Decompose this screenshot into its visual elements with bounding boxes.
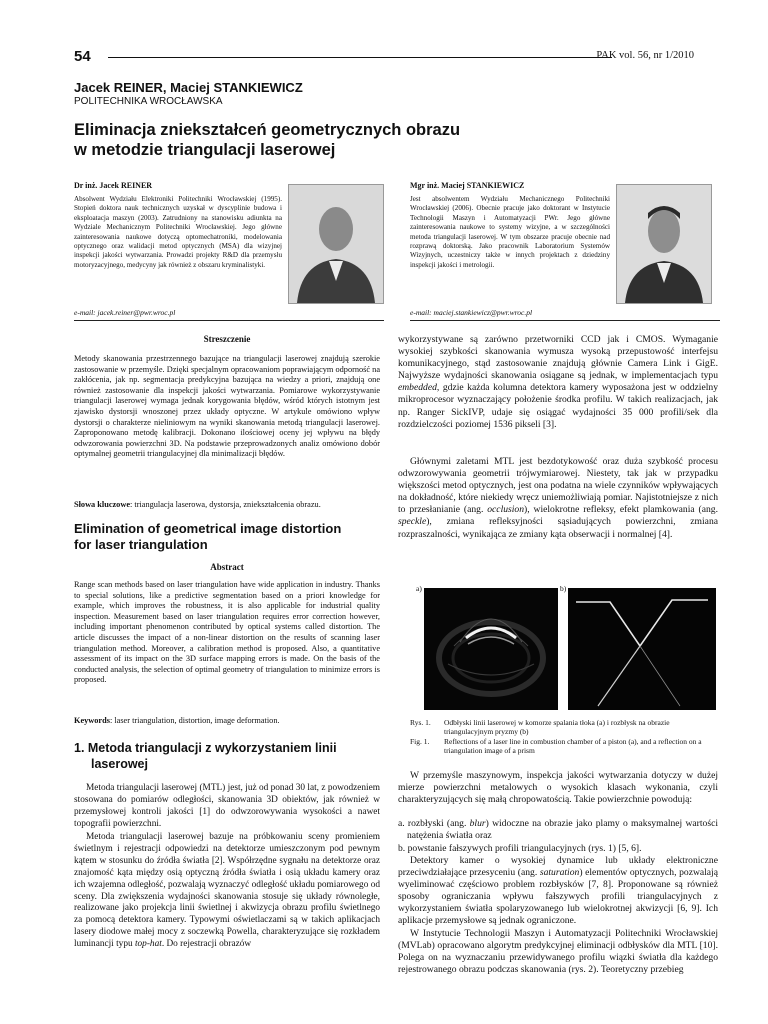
- bio-email: e-mail: jacek.reiner@pwr.wroc.pl: [74, 308, 176, 317]
- figure-label-a: a): [416, 584, 422, 593]
- para-text: wykorzystywane są zarówno przetworniki CCD jak i CMOS. Wymaganie wysokiej szybkości skanowania wymusza wysoką przepustowość interfejsu komunikacyjnego, stąd zastosowanie znajdują głównie Camera Link i GigE. Najwyższe wydajności skanowania osiągane są jednak, w implementacjach typu: [398, 334, 718, 382]
- right-para-4: [398, 855, 718, 928]
- para-text: ) widoczne na obrazie jako plamy o maksymalnej wartości natężenia światła oraz: [407, 818, 718, 842]
- keywords-pl: [74, 500, 380, 511]
- title-line-1: Eliminacja zniekształceń geometrycznych obrazu: [74, 121, 461, 139]
- section-1-para-2: [74, 832, 380, 951]
- keywords-pl-label: Słowa kluczowe: [74, 500, 131, 509]
- keywords-en-label: Keywords: [74, 716, 110, 725]
- bio-separator: [74, 320, 384, 321]
- para-emphasis: top-hat: [134, 939, 162, 950]
- bio-box-reiner: [74, 176, 384, 322]
- piston-reflection-icon: [424, 588, 558, 710]
- abstract-text: Range scan methods based on laser triangulation have wide application in industry. Thanks to special solutions, like a predictive segmentation based on a priori knowledge for example, which improves the robustness, it is also applicable for industrial quality inspection. Measurement based on laser triangulation requires error correction however, including important phenomenon contributed by optical systems called distortion. The article discusses the impact of a non-linear distortion on the results of scanning laser triangulation method. Moreover, a calibration method is proposed. Also, a quantitative assessment of its impact on the 3D surface mapping errors is made. On the basis of the conducted analysis, the selection of optimal geometry of triangulation to minimize errors is proposed.: [74, 580, 380, 685]
- keywords-pl-value: : triangulacja laserowa, dystorsja, zniekształcenia obrazu.: [130, 500, 321, 509]
- article-authors: Jacek REINER, Maciej STANKIEWICZ: [74, 80, 303, 95]
- right-para-3: W przemyśle maszynowym, inspekcja jakości wytwarzania dotyczy w dużej mierze powierzchni metalowych o wysokich klasach wykonania, czyli charakteryzujących się małą chropowatością. Takie powierzchnie powodują:: [398, 770, 718, 806]
- caption-en-key: Fig. 1.: [410, 736, 430, 746]
- article-title: [74, 120, 494, 160]
- author-photo: [616, 184, 712, 304]
- figure-1b-image: [568, 588, 716, 710]
- para-text: Metoda triangulacji laserowej bazuje na próbkowaniu sceny promieniem świetlnym i rejestracji odpowiedzi na detektorze umieszczonym pod pewnym kątem w stosunku do źródła światła [2]. Współrzędne sygnału na detektorze oraz znajomość kąta między osią optyczną źródła światła i osią układu kamery oraz ich wzajemna odległość, pozwalają wyznaczyć odległość układu pomiarowego od sceny. Dla zwiększenia wydajności skanowania stosuje się układy równoległe, realizowane jako projekcja linii świetlnej i akwizycja obrazu profilu świetlnego za pomocą detektora kamery. Typowymi oświetlaczami są w takich aplikacjach lasery diodowe małej mocy z soczewką Powella, charakteryzujące się rozkładem luminancji typu: [74, 832, 380, 950]
- title-line-2: w metodzie triangulacji laserowej: [74, 141, 336, 159]
- section-1-title: [74, 740, 380, 772]
- english-title-line-1: Elimination of geometrical image distortion: [74, 521, 342, 536]
- bio-box-stankiewicz: [410, 176, 720, 322]
- keywords-en-value: : laser triangulation, distortion, image deformation.: [109, 716, 280, 725]
- para-text: ), zmiana refleksyjności sąsiadujących powierzchni, zmiana rozpraszalności, wynikająca ze zmiany kąta obserwacji i normalnej [4].: [398, 516, 718, 540]
- caption-en-text: Reflections of a laser line in combustion chamber of a piston (a), and a reflection on a triangulation image of a prism: [444, 736, 702, 756]
- para-emphasis: occlusion: [487, 504, 525, 516]
- figure-label-b: b): [560, 584, 567, 593]
- english-title: [74, 521, 380, 553]
- caption-pl-text: Odbłyski linii laserowej w komorze spalania tłoka (a) i rozbłysk na obrazie triangulacyjnym pryzmy (b): [444, 718, 670, 737]
- para-text: , gdzie każda kolumna detektora kamery wyposażona jest w oddzielny mikroprocesor wyznaczający położenie środka profilu. W takich realizacjach, jak np. Ranger SickIVP, udaje się osiągać wydajności 35 000 profili/sek dla rozdzielczości poziomej 1536 pikseli [3].: [398, 382, 718, 430]
- bio-text: Jest absolwentem Wydziału Mechanicznego Politechniki Wrocławskiej (2006). Obecnie pracuje jako doktorant w Instytucie Technologii Maszyn i Automatyzacji PWr. Jego główne zainteresowania naukowe to systemy wizyjne, a w szczególności metoda triangulacji laserowej. W tym obszarze pracuje obecnie nad rozprawą doktorską. Jako pracownik Laboratorium Systemów Wizyjnych, uczestniczy także w innych projektach z dziedziny inspekcji jakości i metrologii.: [410, 195, 610, 269]
- para-emphasis: speckle: [398, 516, 427, 528]
- figure-1-caption: [410, 718, 720, 756]
- figure-1a-image: [424, 588, 558, 710]
- caption-en: [410, 737, 720, 756]
- right-para-2: [398, 456, 718, 541]
- journal-ref: PAK vol. 56, nr 1/2010: [596, 50, 694, 61]
- section-1-title-line-2: laserowej: [91, 757, 148, 771]
- bio-email: e-mail: maciej.stankiewicz@pwr.wroc.pl: [410, 308, 533, 317]
- right-para-1: [398, 334, 718, 431]
- header-rule: [108, 57, 612, 58]
- english-title-line-2: for laser triangulation: [74, 537, 208, 552]
- section-1-para-1: Metoda triangulacji laserowej (MTL) jest, już od ponad 30 lat, z powodzeniem stosowana do pomiarów odległości, skanowania 3D obiektów, jak również w przemysłowej kontroli jakości [1] do odwzorowywania wysokości a nawet topografii powierzchni.: [74, 783, 380, 829]
- list-item-b: b. powstanie fałszywych profili triangulacyjnych (rys. 1) [5, 6].: [398, 843, 642, 854]
- list-item-a: [398, 818, 718, 842]
- para-text: a. rozbłyski (ang.: [398, 818, 470, 829]
- para-text: ), wielokrotne refleksy, efekt plamkowania (ang.: [524, 504, 718, 516]
- streszczenie-text: Metody skanowania przestrzennego bazujące na triangulacji laserowej znajdują szerokie zastosowanie w przemyśle. Dzięki specjalnym opracowaniom poprawiającym odporność na zakłócenia, jak np. segmentacja predykcyjna bazująca na wiedzy a priori, znajdują one również zastosowanie dla inspekcji jakości wytwarzania. Pomiarowe wykorzystywanie triangulacji laserowej wymaga jednak korygowania błędów, wśród których istotnym jest zjawisko dystorsji wnoszonej przez układy optyczne. W artykule omówiono wpływ dystorsji o charakterze nieliniowym na wyniki skanowania metodą triangulacji laserowej. Zaproponowano metodę kalibracji. Dokonano ilościowej oceny jej wpływu na błędy odwzorowania powierzchni 3D. Na podstawie przeprowadzonych analiz omówiono dobór optymalnej geometrii triangulacyjnej dla minimalizacji błędów.: [74, 354, 380, 459]
- portrait-icon: [289, 185, 383, 303]
- abstract-heading: Abstract: [210, 562, 244, 572]
- bio-separator: [410, 320, 720, 321]
- right-para-5: W Instytucie Technologii Maszyn i Automatyzacji Politechniki Wrocławskiej (MVLab) opracowano algorytm predykcyjnej eliminacji odbłysków dla MTL [10]. Polega on na wyznaczaniu przewidywanego profilu wiązki światła dla każdego rejestrowanego obrazu podczas skanowania (rys. 2). Teoretyczny przebieg: [398, 928, 718, 976]
- keywords-en: [74, 716, 380, 727]
- para-text: . Do rejestracji obrazów: [161, 939, 252, 950]
- page-number: 54: [74, 48, 91, 65]
- para-emphasis: saturation: [539, 867, 580, 879]
- streszczenie-heading: Streszczenie: [203, 334, 251, 344]
- caption-pl: [410, 718, 720, 737]
- caption-pl-key: Rys. 1.: [410, 718, 431, 727]
- article-affiliation: POLITECHNIKA WROCŁAWSKA: [74, 96, 223, 107]
- para-text: Głównymi zaletami MTL jest bezdotykowość oraz duża szybkość procesu odwzorowywania geometrii trójwymiarowej. Niestety, tak jak w przypadku większości metod optycznych, jest ona podatna na wiele czynników wpływających na dokładność, które niekiedy wręcz uniemożliwiają pomiar. Najistotniejsze z nich to przesłanianie (ang.: [398, 456, 718, 516]
- para-emphasis: embedded: [398, 382, 437, 394]
- portrait-icon: [617, 185, 711, 303]
- prism-reflection-icon: [568, 588, 716, 710]
- para-emphasis: blur: [469, 818, 486, 829]
- para-text: Detektory kamer o wysokiej dynamice lub układy elektroniczne przeciwdziałające przesyceniu (ang.: [398, 855, 718, 879]
- para-text: ) elementów optycznych, pozwalają wyeliminować częściowo problem rozbłysków [7, 8]. Proponowane są również sposoby ograniczania wpływu fałszywych profili triangulacyjnych z wykorzystaniem światła spolaryzowanego lub wielokrotnej akwizycji [6, 9]. Ich aplikacje przemysłowe są jednak ograniczone.: [398, 867, 718, 927]
- bio-name: Mgr inż. Maciej STANKIEWICZ: [410, 181, 525, 190]
- author-photo: [288, 184, 384, 304]
- bio-text: Absolwent Wydziału Elektroniki Politechniki Wrocławskiej (1995). Stopień doktora nauk technicznych uzyskał w dyscyplinie budowa i eksploatacja maszyn (2003). Zatrudniony na stanowisku adiunkta na Wydziale Mechanicznym Politechniki Wrocławskiej. Jego główne zainteresowania naukowe dotyczą optomechatroniki, modelowania optycznego oraz walidacji metod optycznych (MSA) dla wizyjnej inspekcji jakości wytwarzania. Prowadzi projekty R&D dla przemysłu motoryzacyjnego, medycyny jak również z obszaru kryminalistyki.: [74, 195, 282, 269]
- bio-name: Dr inż. Jacek REINER: [74, 181, 153, 190]
- section-1-title-line-1: 1. Metoda triangulacji z wykorzystaniem linii: [74, 741, 337, 755]
